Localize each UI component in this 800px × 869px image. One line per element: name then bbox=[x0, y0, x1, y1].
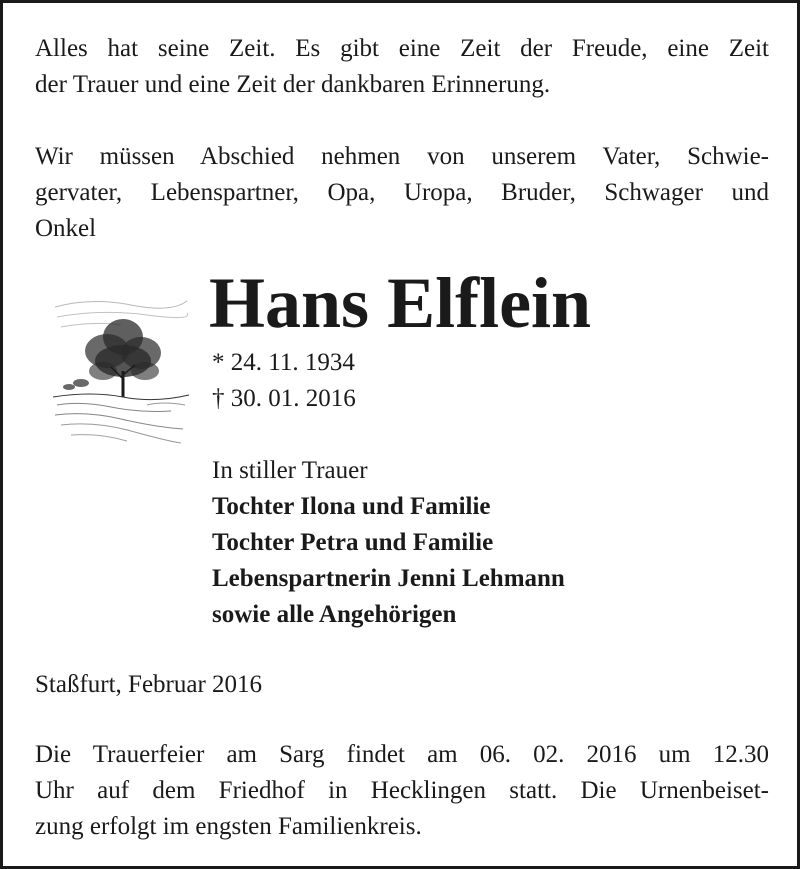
deceased-name: Hans Elflein bbox=[209, 263, 592, 343]
mourner-3: Lebenspartnerin Jenni Lehmann bbox=[212, 565, 565, 592]
birth-date: * 24. 11. 1934 bbox=[212, 349, 355, 376]
funeral-line-3: zung erfolgt im engsten Familienkreis. bbox=[35, 813, 422, 840]
mourners-intro: In stiller Trauer bbox=[212, 457, 368, 484]
funeral-line-2: Uhr auf dem Friedhof in Hecklingen statt. Die Urnenbeiset- bbox=[35, 777, 769, 804]
death-date: † 30. 01. 2016 bbox=[212, 385, 356, 412]
farewell-line-2: gervater, Lebenspartner, Opa, Uropa, Bruder, Schwager und bbox=[35, 179, 769, 206]
place-date: Staßfurt, Februar 2016 bbox=[35, 671, 263, 698]
intro-line-1: Alles hat seine Zeit. Es gibt eine Zeit der Freude, eine Zeit bbox=[35, 35, 769, 62]
mourner-1: Tochter Ilona und Familie bbox=[212, 493, 491, 520]
mourner-2: Tochter Petra und Familie bbox=[212, 529, 494, 556]
farewell-line-3: Onkel bbox=[35, 215, 97, 242]
tree-icon bbox=[51, 279, 191, 449]
farewell-line-1: Wir müssen Abschied nehmen von unserem Vater, Schwie- bbox=[35, 143, 769, 170]
intro-line-2: der Trauer und eine Zeit der dankbaren Erinnerung. bbox=[35, 71, 551, 98]
mourner-4: sowie alle Angehörigen bbox=[212, 601, 457, 628]
funeral-line-1: Die Trauerfeier am Sarg findet am 06. 02. 2016 um 12.30 bbox=[35, 741, 769, 768]
